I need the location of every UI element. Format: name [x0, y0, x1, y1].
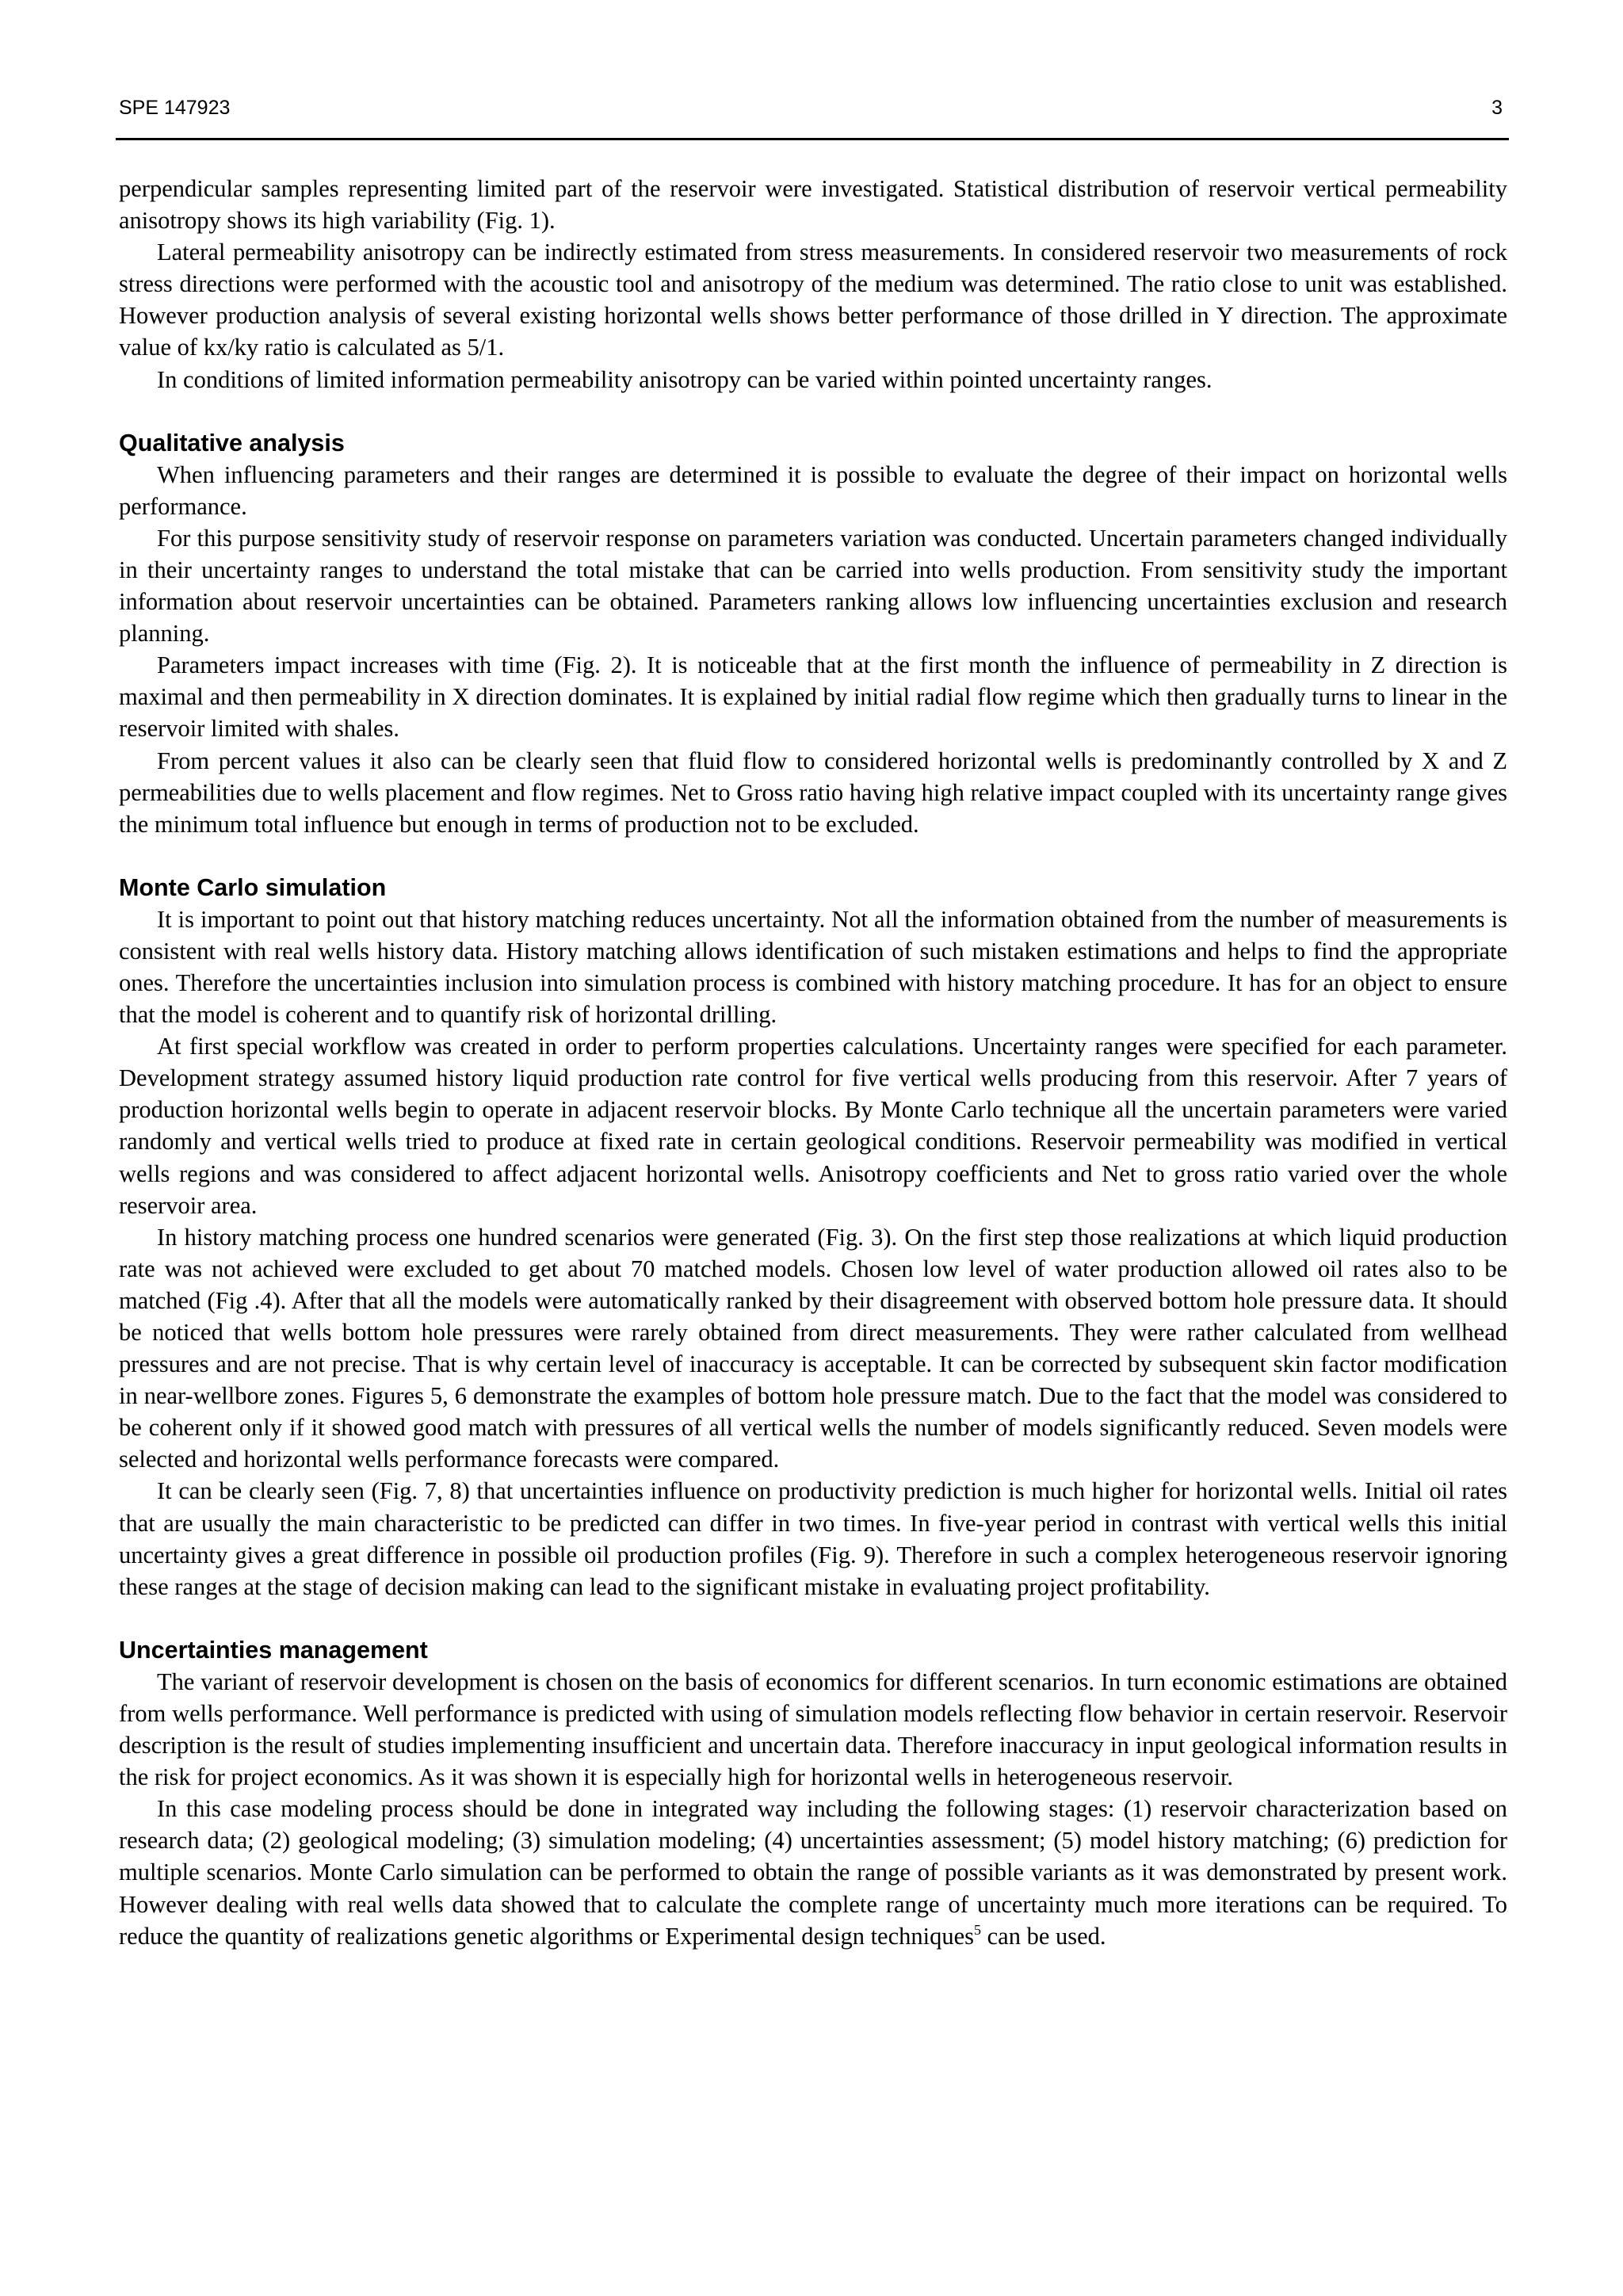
section-heading-qualitative-analysis: Qualitative analysis: [119, 429, 345, 457]
paragraph: In history matching process one hundred scenarios were generated (Fig. 3). On the first step those realizations at which liquid production rate was not achieved were excluded to get about 70 matched models. Chosen low level of water production allowed oil rates also to be matched (Fig .4). After that all the models were automatically ranked by their disagreement with observed bottom hole pressure data. It should be noticed that wells bottom hole pressures were rarely obtained from direct measurements. They were rather calculated from wellhead pressures and are not precise. That is why certain level of inaccuracy is acceptable. It can be corrected by subsequent skin factor modification in near-wellbore zones. Figures 5, 6 demonstrate the examples of bottom hole pressure match. Due to the fact that the model was considered to be coherent only if it showed good match with pressures of all vertical wells the number of models significantly reduced. Seven models were selected and horizontal wells performance forecasts were compared.: [119, 1223, 1507, 1473]
paragraph: perpendicular samples representing limited part of the reservoir were investigated. Statistical distribution of reservoir vertical permeability anisotropy shows its high variability (Fig. 1).: [119, 175, 1507, 235]
paper-id: SPE 147923: [119, 97, 231, 119]
page-number: 3: [1491, 97, 1503, 119]
paragraph: It is important to point out that history matching reduces uncertainty. Not all the information obtained from the number of measurements is consistent with real wells history data. History matching allows identification of such mistaken estimations and helps to find the appropriate ones. Therefore the uncertainties inclusion into simulation process is combined with history matching procedure. It has for an object to ensure that the model is coherent and to quantify risk of horizontal drilling.: [119, 905, 1507, 1029]
paragraph-tail: can be used.: [981, 1922, 1106, 1950]
paragraph: Lateral permeability anisotropy can be indirectly estimated from stress measurements. In considered reservoir two measurements of rock stress directions were performed with the acoustic tool and anisotropy of the medium was determined. The ratio close to unit was established. However production analysis of several existing horizontal wells shows better performance of those drilled in Y direction. The approximate value of kx/ky ratio is calculated as 5/1.: [119, 239, 1507, 361]
paragraph: [119, 1793, 1507, 1951]
section-heading-uncertainties-management: Uncertainties management: [119, 1636, 428, 1664]
paragraph: For this purpose sensitivity study of reservoir response on parameters variation was conducted. Uncertain parameters changed individually in their uncertainty ranges to understand the total mistake that can be carried into wells production. From sensitivity study the important information about reservoir uncertainties can be obtained. Parameters ranking allows low influencing uncertainties exclusion and research planning.: [119, 524, 1507, 648]
paragraph-text: In this case modeling process should be done in integrated way including the following stages: (1) reservoir characterization based on research data; (2) geological modeling; (3) simulation modeling; (4) uncertainties assessment; (5) model history matching; (6) prediction for multiple scenarios. Monte Carlo simulation can be performed to obtain the range of possible variants as it was demonstrated by present work. However dealing with real wells data showed that to calculate the complete range of uncertainty much more iterations can be required. To reduce the quantity of realizations genetic algorithms or Experimental design techniques: [119, 1795, 1507, 1950]
reference-superscript: 5: [974, 1921, 981, 1938]
paragraph: From percent values it also can be clearly seen that fluid flow to considered horizontal wells is predominantly controlled by X and Z permeabilities due to wells placement and flow regimes. Net to Gross ratio having high relative impact coupled with its uncertainty range gives the minimum total influence but enough in terms of production not to be excluded.: [119, 747, 1507, 838]
body-text: [119, 173, 1507, 1952]
paragraph: Parameters impact increases with time (Fig. 2). It is noticeable that at the first month the influence of permeability in Z direction is maximal and then permeability in X direction dominates. It is explained by initial radial flow regime which then gradually turns to linear in the reservoir limited with shales.: [119, 651, 1507, 743]
paragraph: It can be clearly seen (Fig. 7, 8) that uncertainties influence on productivity prediction is much higher for horizontal wells. Initial oil rates that are usually the main characteristic to be predicted can differ in two times. In five-year period in contrast with vertical wells this initial uncertainty gives a great difference in possible oil production profiles (Fig. 9). Therefore in such a complex heterogeneous reservoir ignoring these ranges at the stage of decision making can lead to the significant mistake in evaluating project profitability.: [119, 1477, 1507, 1600]
paragraph: The variant of reservoir development is chosen on the basis of economics for different scenarios. In turn economic estimations are obtained from wells performance. Well performance is predicted with using of simulation models reflecting flow behavior in certain reservoir. Reservoir description is the result of studies implementing insufficient and uncertain data. Therefore inaccuracy in input geological information results in the risk for project economics. As it was shown it is especially high for horizontal wells in heterogeneous reservoir.: [119, 1668, 1507, 1791]
page-header: [116, 97, 1509, 140]
paragraph: In conditions of limited information permeability anisotropy can be varied within pointed uncertainty ranges.: [157, 365, 1212, 393]
paragraph: At first special workflow was created in order to perform properties calculations. Uncertainty ranges were specified for each parameter. Development strategy assumed history liquid production rate control for five vertical wells producing from this reservoir. After 7 years of production horizontal wells begin to operate in adjacent reservoir blocks. By Monte Carlo technique all the uncertain parameters were varied randomly and vertical wells tried to produce at fixed rate in certain geological conditions. Reservoir permeability was modified in vertical wells regions and was considered to affect adjacent horizontal wells. Anisotropy coefficients and Net to gross ratio varied over the whole reservoir area.: [119, 1033, 1507, 1219]
paragraph: When influencing parameters and their ranges are determined it is possible to evaluate the degree of their impact on horizontal wells performance.: [119, 460, 1507, 520]
section-heading-monte-carlo-simulation: Monte Carlo simulation: [119, 873, 387, 901]
